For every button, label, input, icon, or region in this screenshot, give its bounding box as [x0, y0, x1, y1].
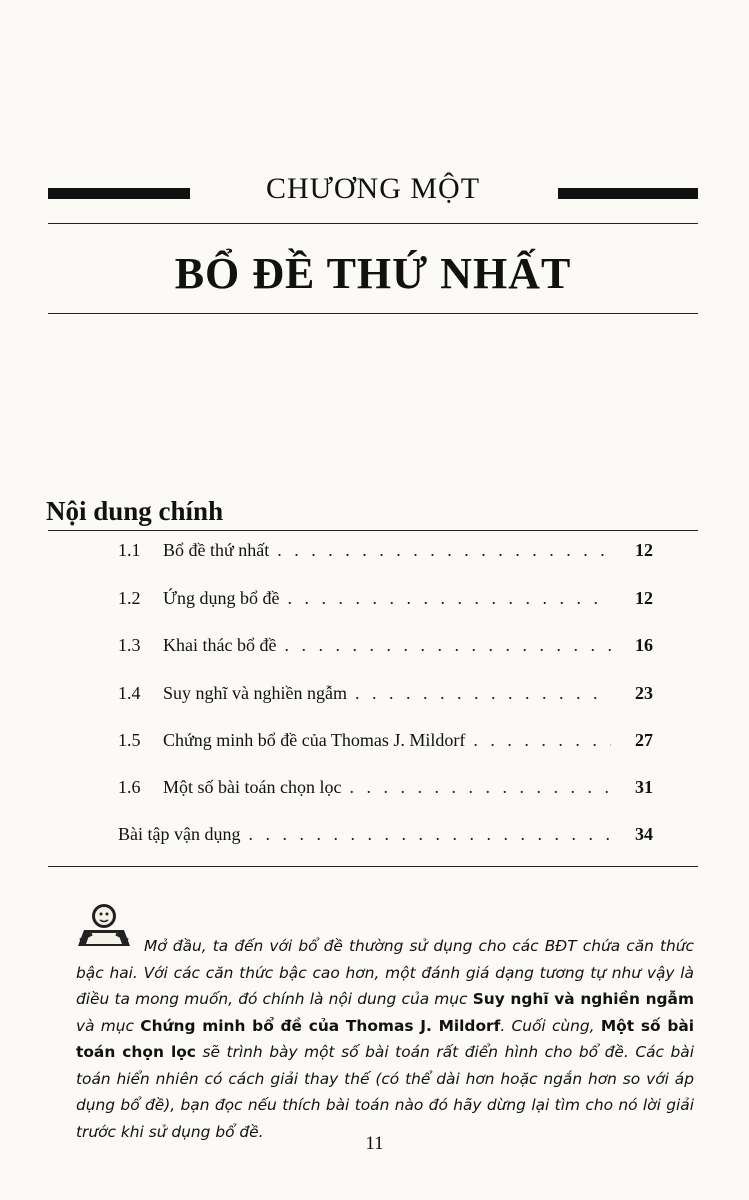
toc-item[interactable] [118, 777, 653, 805]
toc-leader-dots [355, 683, 611, 704]
toc-item-page: 34 [635, 824, 653, 844]
intro-paragraph [76, 933, 694, 1145]
toc-leader-dots [349, 777, 611, 798]
title-rule-top [48, 223, 698, 224]
intro-text: . Cuối cùng, [500, 1016, 601, 1035]
intro-text: Mở đầu, ta đến với bổ đề thường sử dụng cho các BĐT chứa căn thức bậc hai. Với các căn thức bậc cao hơn, một đánh giá dạng tương tự như vậy là điều ta mong muốn, đó chính là nội dung của mục [76, 937, 694, 1008]
toc-item[interactable] [118, 540, 653, 568]
toc-item-title: Ứng dụng bổ đề [163, 588, 280, 608]
toc-leader-dots [473, 730, 611, 751]
toc-item-number: 1.4 [118, 683, 141, 703]
chapter-header [48, 170, 698, 214]
toc-item-number: 1.5 [118, 730, 141, 750]
toc-item-page: 31 [635, 777, 653, 797]
toc-item-page: 27 [635, 730, 653, 750]
toc-item-title: Chứng minh bổ đề của Thomas J. Mildorf [163, 730, 466, 750]
toc-item[interactable] [118, 730, 653, 758]
toc-item-title: Suy nghĩ và nghiền ngẫm [163, 683, 347, 703]
toc-item-number: 1.1 [118, 540, 141, 560]
toc-item-title: Bổ đề thứ nhất [163, 540, 270, 560]
toc-leader-dots [284, 635, 611, 656]
intro-bold-section: Chứng minh bổ đề của Thomas J. Mildorf [140, 1016, 501, 1035]
toc-item[interactable] [118, 588, 653, 616]
toc-item-number: 1.6 [118, 777, 141, 797]
toc-item-number: 1.2 [118, 588, 141, 608]
toc-item-number: 1.3 [118, 635, 141, 655]
toc-item[interactable] [118, 635, 653, 663]
toc-leader-dots [248, 824, 611, 845]
toc-item-title: Khai thác bổ đề [163, 635, 277, 655]
toc-item-title: Một số bài toán chọn lọc [163, 777, 342, 797]
toc-leader-dots [277, 540, 611, 561]
chapter-label: CHƯƠNG MỘT [265, 172, 481, 205]
toc-rule-bottom [48, 866, 698, 867]
chapter-bar-right [558, 188, 698, 199]
title-rule-bottom [48, 313, 698, 314]
toc-item-page: 16 [635, 635, 653, 655]
toc-rule-top [48, 530, 698, 531]
intro-text: và mục [76, 1016, 141, 1035]
intro-text: sẽ trình bày một số bài toán rất điển hình cho bổ đề. Các bài toán hiển nhiên có cách giải thay thế (có thể dài hơn hoặc ngắn hơn so với áp dụng bổ đề), bạn đọc nếu thích bài toán nào đó hãy dừng lại tìm cho nó lời giải trước khi sử dụng bổ đề. [76, 1043, 694, 1141]
intro-bold-section: Suy nghĩ và nghiền ngẫm [472, 990, 694, 1008]
toc-item-page: 23 [635, 683, 653, 703]
toc-item-page: 12 [635, 540, 653, 560]
toc-item-title: Bài tập vận dụng [118, 824, 241, 844]
toc-item[interactable] [118, 683, 653, 711]
page-number: 11 [365, 1133, 384, 1154]
toc-item[interactable] [118, 824, 653, 852]
intro-bold-section: Một số bài toán chọn lọc [76, 1016, 694, 1061]
chapter-title: BỔ ĐỀ THỨ NHẤT [174, 249, 572, 298]
toc-item-page: 12 [635, 588, 653, 608]
toc-heading: Nội dung chính [46, 496, 224, 526]
toc-leader-dots [287, 588, 611, 609]
